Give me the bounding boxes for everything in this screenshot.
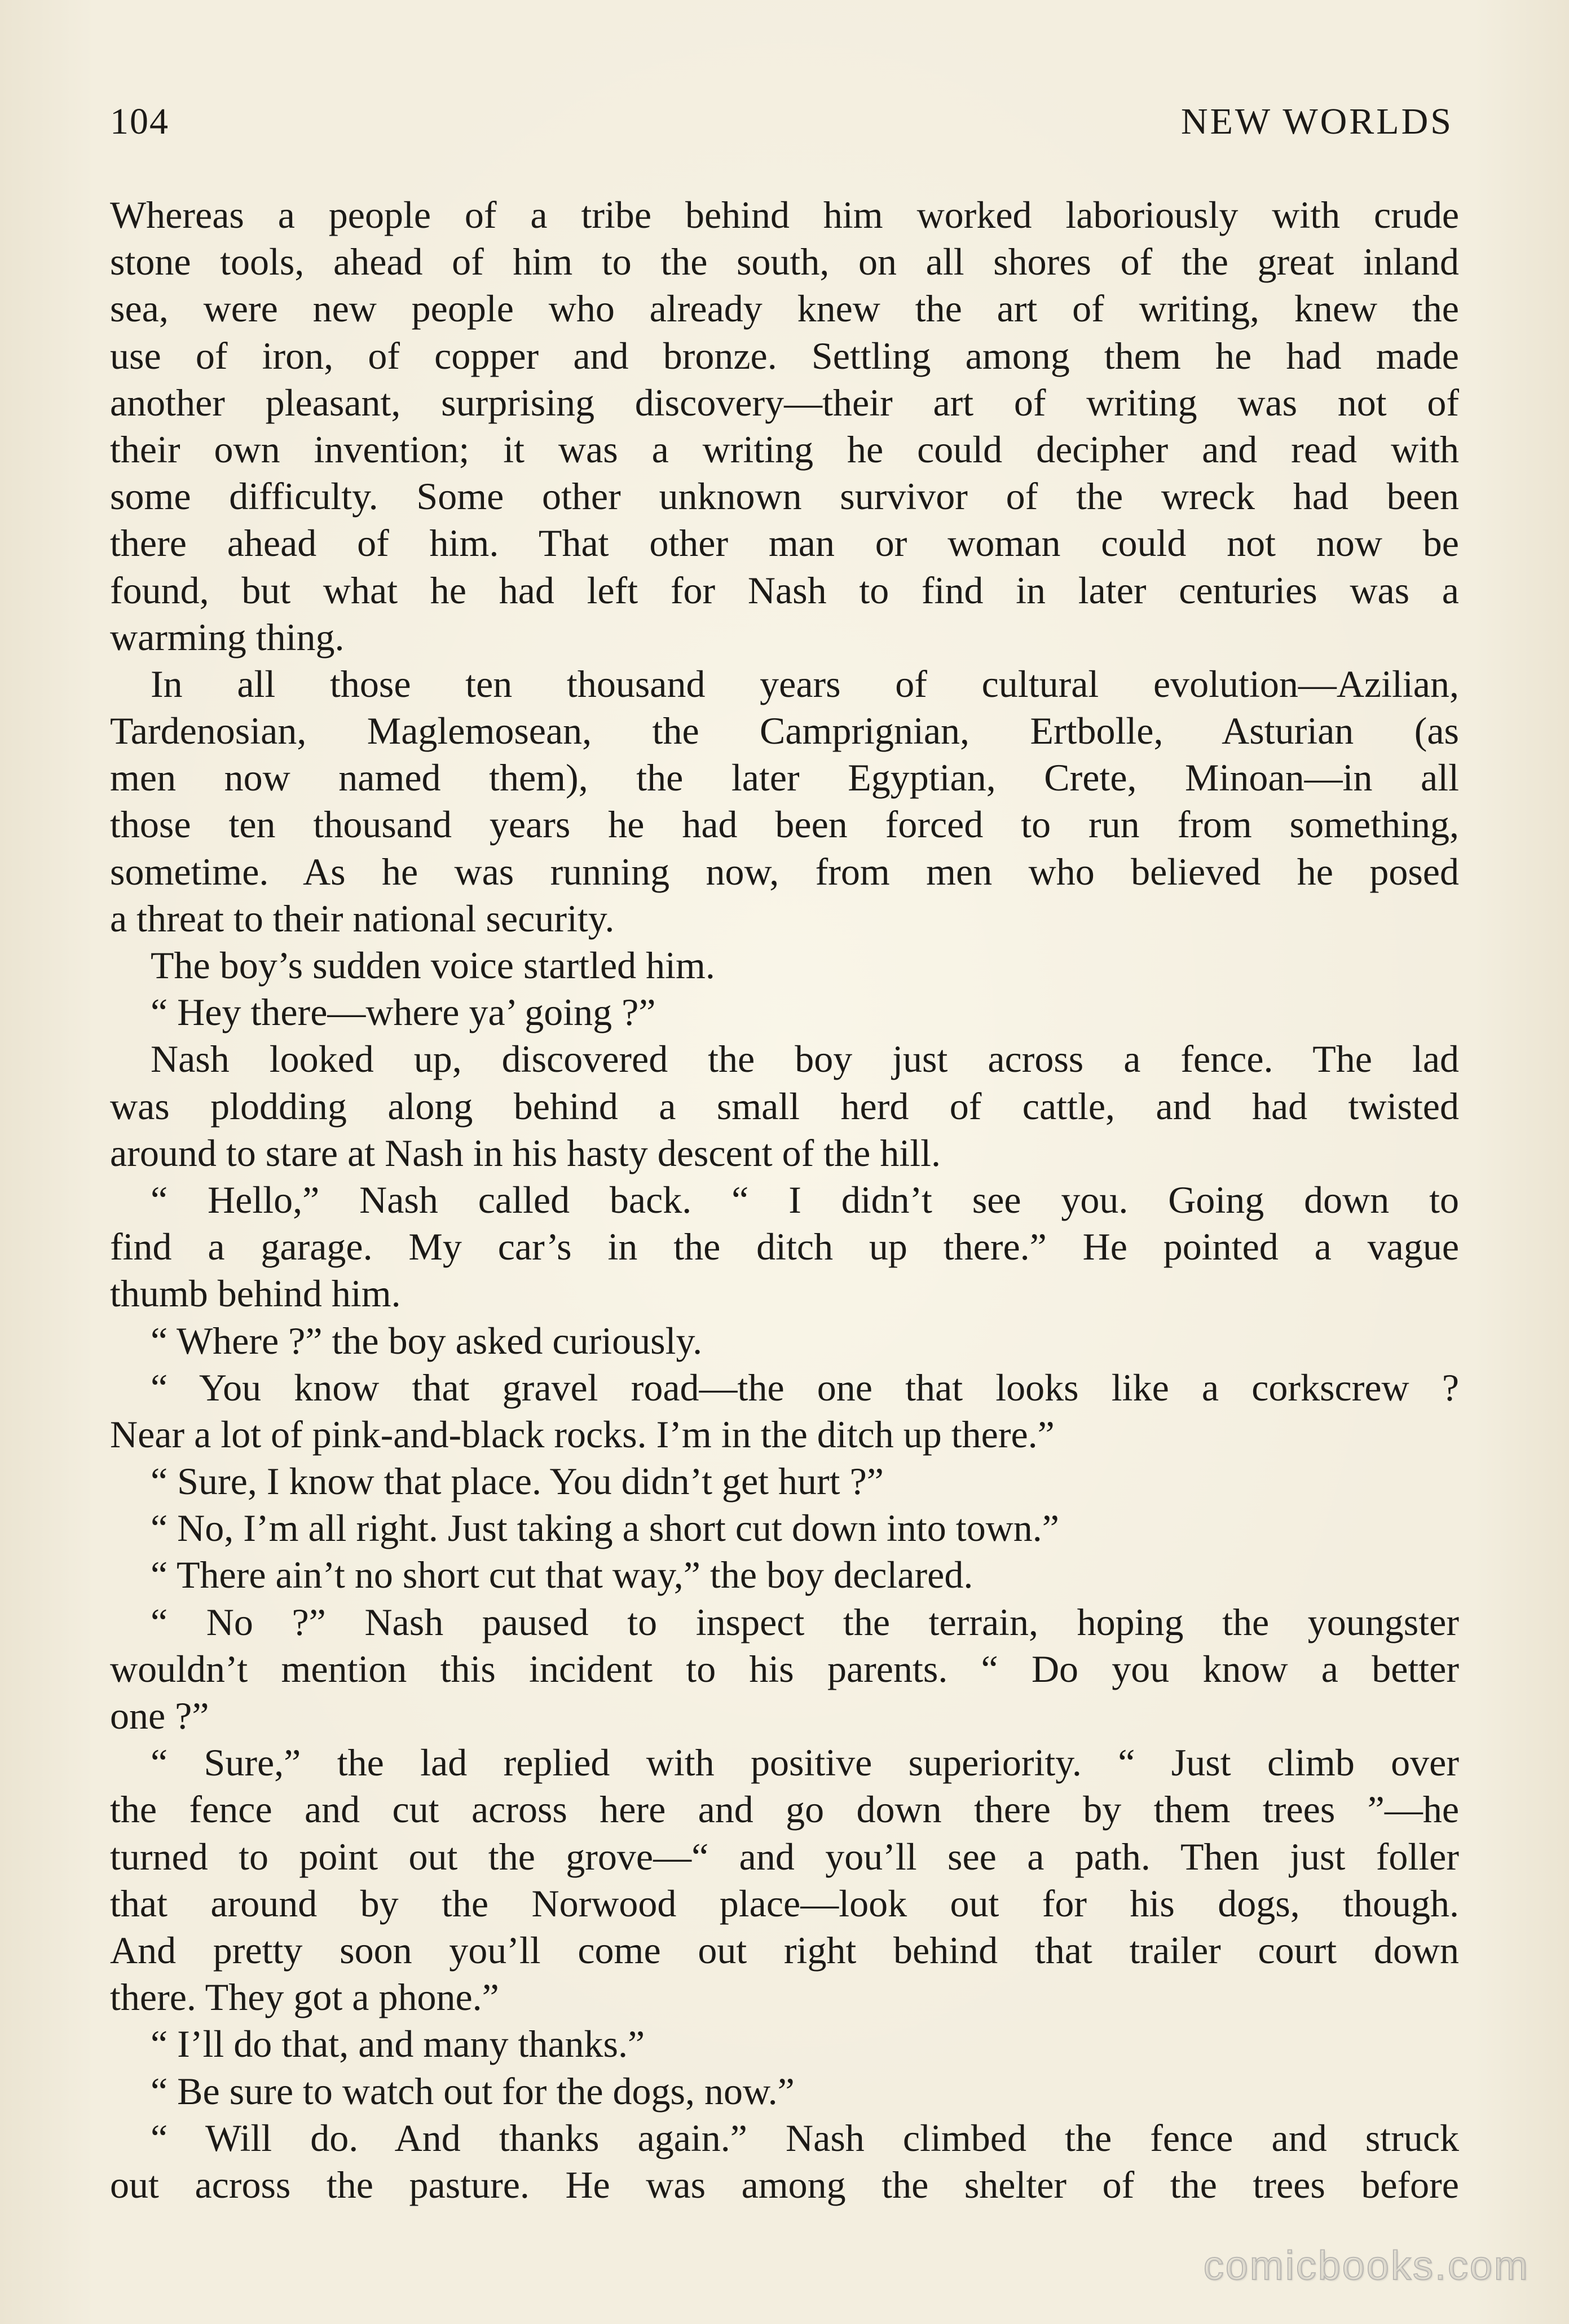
text-line: one ?” [110,1694,209,1737]
text-line: “ Will do. And thanks again.” Nash climbed the fence and struck [151,2116,1459,2159]
text-line: around to stare at Nash in his hasty descent of the hill. [110,1131,941,1174]
text-line: a threat to their national security. [110,896,615,940]
page-number: 104 [110,101,169,142]
text-line: Whereas a people of a tribe behind him worked laboriously with crude [110,193,1459,236]
text-line: Tardenosian, Maglemosean, the Camprignian, Ertbolle, Asturian (as [110,709,1459,753]
text-line: “ Where ?” the boy asked curiously. [151,1319,703,1362]
text-line: warming thing. [110,615,345,659]
text-line: “ Sure, I know that place. You didn’t get hurt ?” [151,1460,884,1503]
text-line: find a garage. My car’s in the ditch up there.” He pointed a vague [110,1225,1459,1269]
text-line: “ Sure,” the lad replied with positive superiority. “ Just climb over [151,1741,1459,1784]
text-line: out across the pasture. He was among the shelter of the trees before [110,2163,1459,2206]
text-line: “ There ain’t no short cut that way,” the boy declared. [151,1553,973,1597]
text-line: And pretty soon you’ll come out right behind that trailer court down [110,1928,1459,1972]
text-line: “ Hello,” Nash called back. “ I didn’t see you. Going down to [151,1178,1459,1221]
text-line: turned to point out the grove—“ and you’ll see a path. Then just foller [110,1835,1459,1878]
text-line: sea, were new people who already knew the art of writing, knew the [110,287,1459,330]
text-line: the fence and cut across here and go down there by them trees ”—he [110,1788,1459,1831]
text-line: “ No, I’m all right. Just taking a short cut down into town.” [151,1506,1059,1550]
text-line: In all those ten thousand years of cultural evolution—Azilian, [151,662,1459,705]
text-line: that around by the Norwood place—look out for his dogs, though. [110,1881,1459,1925]
site-watermark: comicbooks.com [1203,2243,1530,2288]
text-line: another pleasant, surprising discovery—their art of writing was not of [110,381,1459,424]
text-line: “ No ?” Nash paused to inspect the terrain, hoping the youngster [151,1600,1459,1643]
text-line: some difficulty. Some other unknown survivor of the wreck had been [110,475,1459,518]
text-line: wouldn’t mention this incident to his parents. “ Do you know a better [110,1647,1459,1690]
text-line: those ten thousand years he had been forced to run from something, [110,803,1459,846]
text-line: “ Be sure to watch out for the dogs, now.” [151,2069,795,2113]
text-line: The boy’s sudden voice startled him. [151,944,715,987]
body-text [110,192,1459,2208]
text-line: Near a lot of pink-and-black rocks. I’m in the ditch up there.” [110,1412,1055,1456]
text-line: stone tools, ahead of him to the south, on all shores of the great inland [110,240,1459,284]
text-line: “ You know that gravel road—the one that looks like a corkscrew ? [151,1366,1459,1409]
text-line: their own invention; it was a writing he could decipher and read with [110,427,1459,471]
text-line: was plodding along behind a small herd of cattle, and had twisted [110,1084,1459,1128]
text-line: there ahead of him. That other man or woman could not now be [110,522,1459,565]
text-line: “ I’ll do that, and many thanks.” [151,2022,645,2066]
running-head [110,100,1453,157]
text-line: use of iron, of copper and bronze. Settling among them he had made [110,334,1459,377]
text-line: Nash looked up, discovered the boy just across a fence. The lad [151,1037,1459,1081]
running-title: NEW WORLDS [1180,101,1453,142]
text-line: men now named them), the later Egyptian, Crete, Minoan—in all [110,756,1459,799]
text-line: there. They got a phone.” [110,1976,499,2019]
text-line: found, but what he had left for Nash to find in later centuries was a [110,568,1459,612]
text-line: sometime. As he was running now, from men who believed he posed [110,850,1459,893]
text-line: “ Hey there—where ya’ going ?” [151,991,656,1034]
text-line: thumb behind him. [110,1272,401,1315]
